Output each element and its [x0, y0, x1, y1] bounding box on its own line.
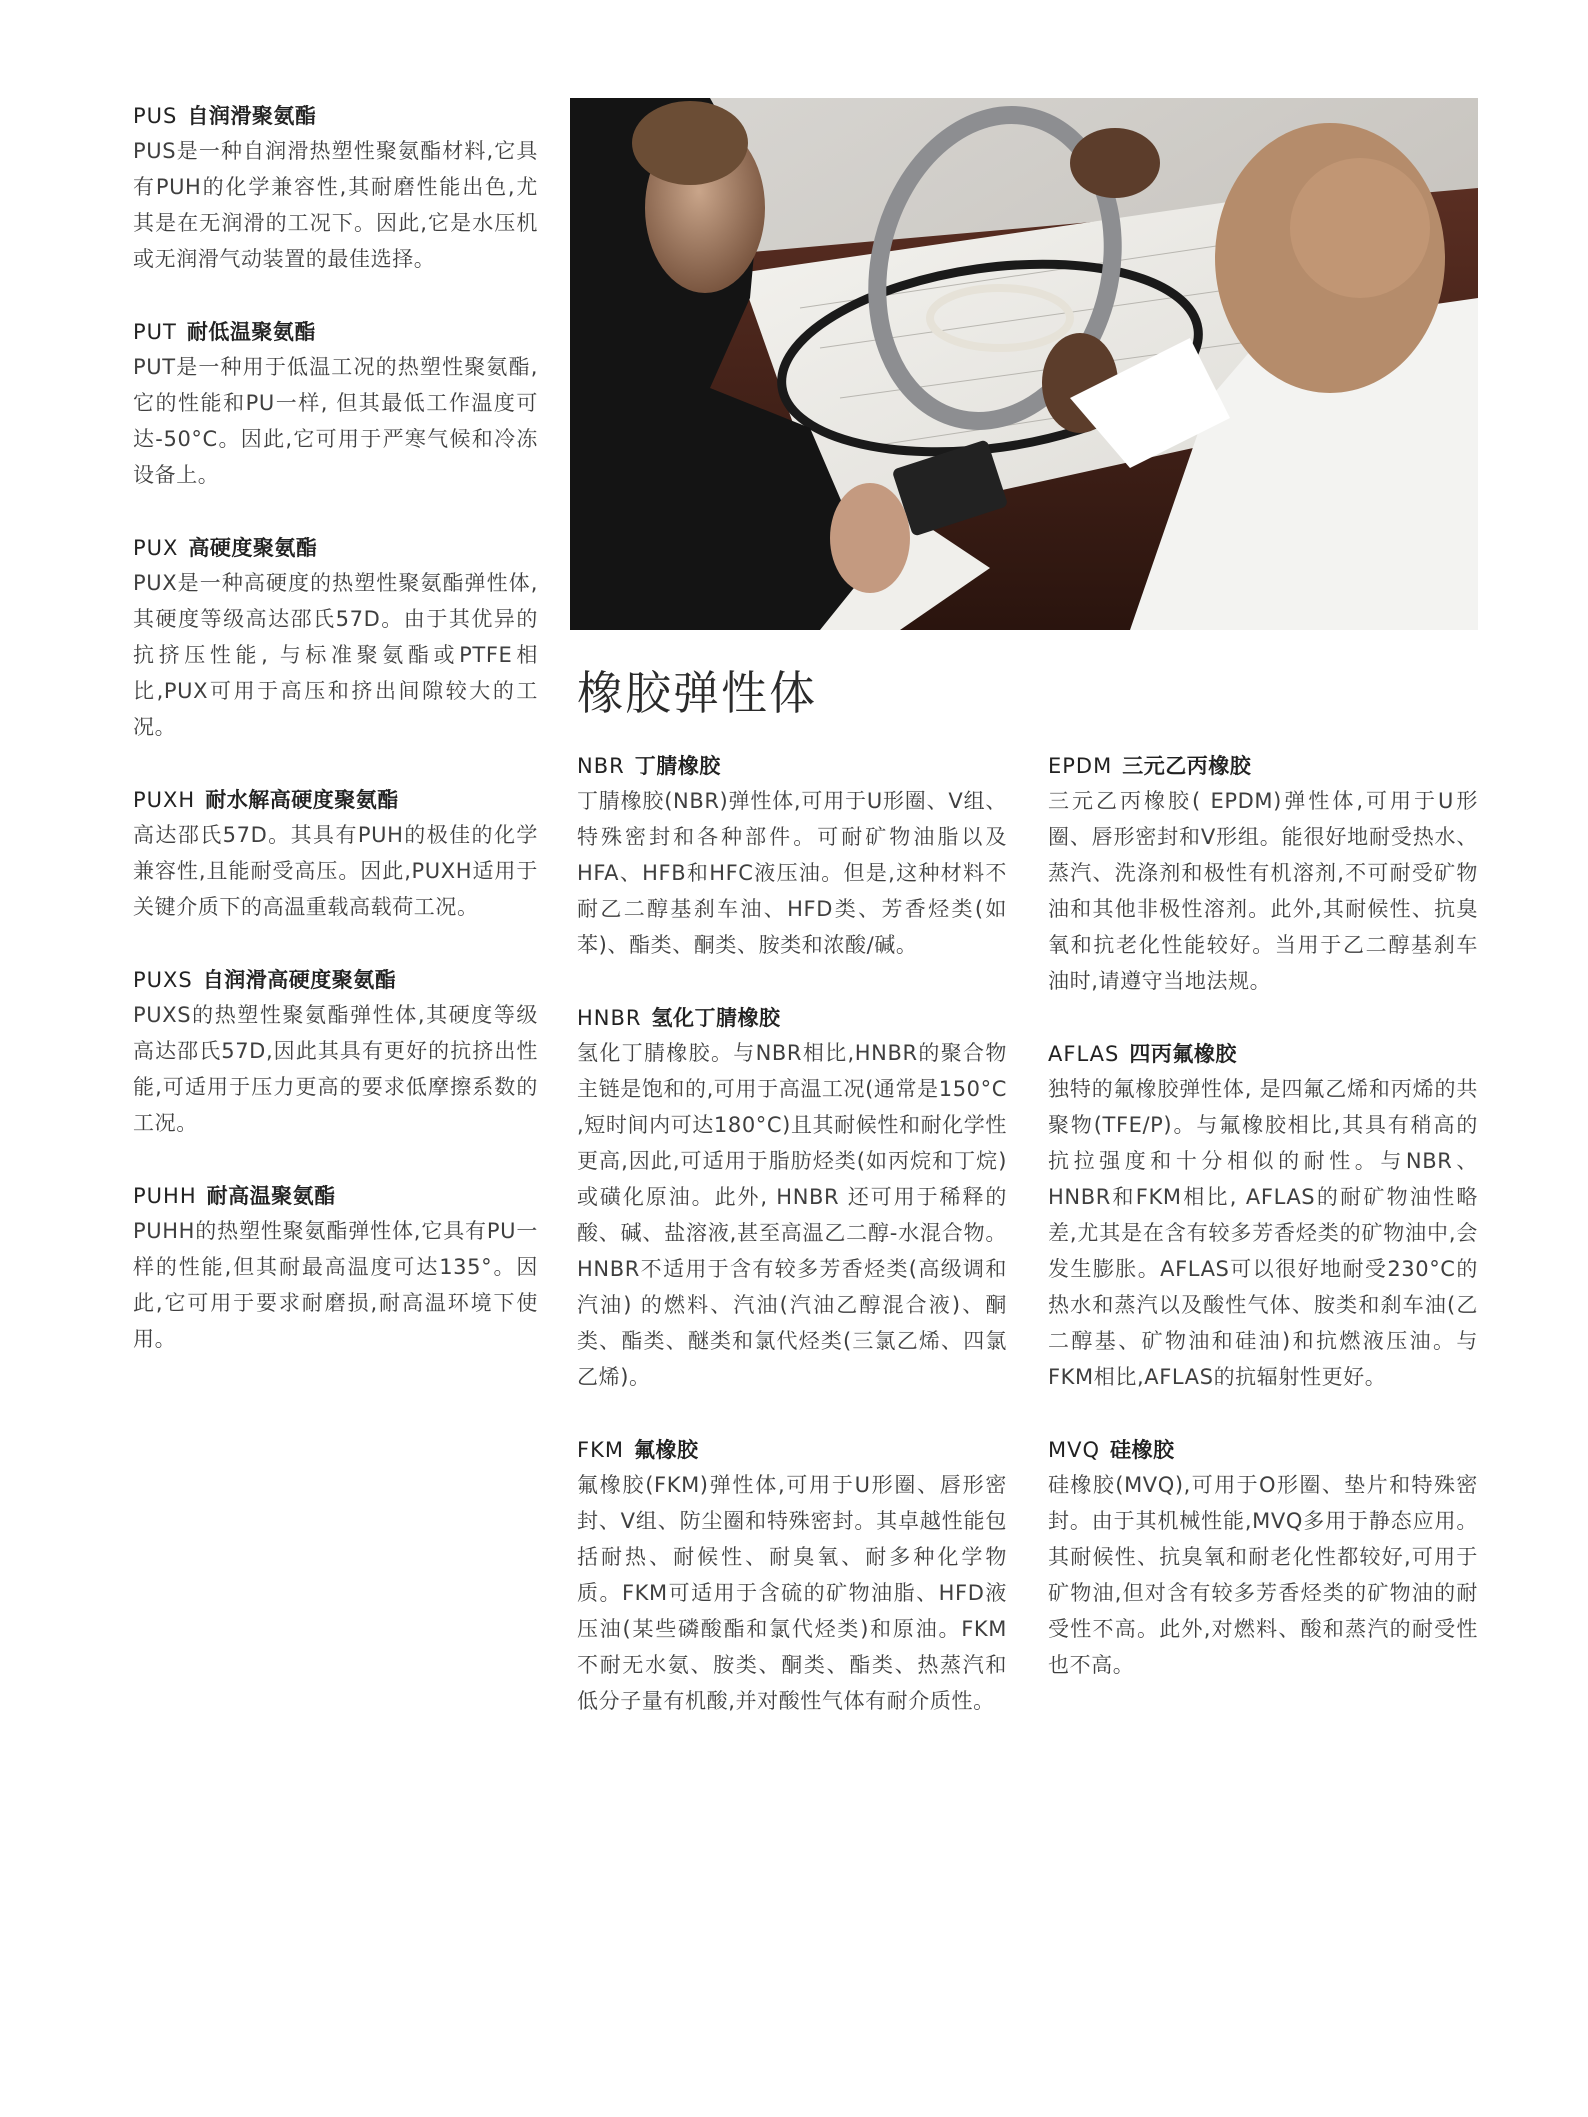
section-put: [133, 316, 538, 493]
section-code: PUXS: [133, 968, 193, 992]
section-title-text: 耐低温聚氨酯: [186, 320, 316, 344]
section-body: 硅橡胶(MVQ),可用于O形圈、垫片和特殊密封。由于其机械性能,MVQ多用于静态应用。其耐候性、抗臭氧和耐老化性都较好,可用于矿物油,但对含有较多芳香烃类的矿物油的耐受性不高。此外,对燃料、酸和蒸汽的耐受性也不高。: [1048, 1473, 1478, 1677]
section-aflas: [1048, 1038, 1478, 1395]
section-puxs: [133, 964, 538, 1141]
section-code: MVQ: [1048, 1438, 1101, 1462]
section-pus: [133, 100, 538, 277]
section-puxh: [133, 784, 538, 925]
section-title: [133, 964, 538, 997]
section-title: [133, 784, 538, 817]
section-code: PUS: [133, 104, 178, 128]
section-body: 氢化丁腈橡胶。与NBR相比,HNBR的聚合物主链是饱和的,可用于高温工况(通常是150°C ,短时间内可达180°C)且其耐候性和耐化学性更高,因此,可适用于脂肪烃类(如丙烷和丁烷) 或磺化原油。此外, HNBR 还可用于稀释的酸、碱、盐溶液,甚至高温乙二醇-水混合物。HNBR不适用于含有较多芳香烃类(高级调和汽油) 的燃料、汽油(汽油乙醇混合液)、酮类、酯类、醚类和氯代烃类(三氯乙烯、四氯乙烯)。: [577, 1041, 1007, 1389]
section-body: 高达邵氏57D。其具有PUH的极佳的化学兼容性,且能耐受高压。因此,PUXH适用于关键介质下的高温重载高载荷工况。: [133, 823, 538, 919]
section-code: PUT: [133, 320, 177, 344]
section-body: 独特的氟橡胶弹性体, 是四氟乙烯和丙烯的共聚物(TFE/P)。与氟橡胶相比,其具有稍高的抗拉强度和十分相似的耐性。与NBR、HNBR和FKM相比, AFLAS的耐矿物油性略差,尤其是在含有较多芳香烃类的矿物油中,会发生膨胀。AFLAS可以很好地耐受230°C的热水和蒸汽以及酸性气体、胺类和刹车油(乙二醇基、矿物油和硅油)和抗燃液压油。与FKM相比,AFLAS的抗辐射性更好。: [1048, 1077, 1478, 1389]
section-body: PUX是一种高硬度的热塑性聚氨酯弹性体,其硬度等级高达邵氏57D。由于其优异的抗挤压性能, 与标准聚氨酯或PTFE相比,PUX可用于高压和挤出间隙较大的工况。: [133, 571, 538, 739]
man-left-hand: [830, 483, 910, 593]
section-code: PUHH: [133, 1184, 197, 1208]
section-fkm: [577, 1434, 1007, 1719]
man-right-hand-top: [1070, 128, 1160, 198]
section-puhh: [133, 1180, 538, 1357]
head-highlight: [1290, 158, 1430, 298]
section-title-text: 氟橡胶: [633, 1438, 699, 1462]
section-body: 丁腈橡胶(NBR)弹性体,可用于U形圈、V组、特殊密封和各种部件。可耐矿物油脂以及HFA、HFB和HFC液压油。但是,这种材料不耐乙二醇基刹车油、HFD类、芳香烃类(如苯)、酯类、酮类、胺类和浓酸/碱。: [577, 789, 1007, 957]
section-code: NBR: [577, 754, 625, 778]
section-code: EPDM: [1048, 754, 1113, 778]
section-title-text: 高硬度聚氨酯: [188, 536, 318, 560]
section-title: [1048, 1038, 1478, 1071]
section-body: 氟橡胶(FKM)弹性体,可用于U形圈、唇形密封、V组、防尘圈和特殊密封。其卓越性能包括耐热、耐候性、耐臭氧、耐多种化学物质。FKM可适用于含硫的矿物油脂、HFD液压油(某些磷酸酯和氯代烃类)和原油。FKM不耐无水氨、胺类、酮类、酯类、热蒸汽和低分子量有机酸,并对酸性气体有耐介质性。: [577, 1473, 1007, 1713]
photo-illustration: [570, 98, 1478, 630]
section-title-text: 耐水解高硬度聚氨酯: [205, 788, 399, 812]
section-mvq: [1048, 1434, 1478, 1683]
section-title-text: 丁腈橡胶: [634, 754, 721, 778]
section-nbr: [577, 750, 1007, 963]
section-code: AFLAS: [1048, 1042, 1120, 1066]
section-body: PUT是一种用于低温工况的热塑性聚氨酯,它的性能和PU一样, 但其最低工作温度可达-50°C。因此,它可用于严寒气候和冷冻设备上。: [133, 355, 538, 487]
section-code: PUX: [133, 536, 179, 560]
section-code: FKM: [577, 1438, 624, 1462]
section-title: [133, 316, 538, 349]
engineers-seal-photo: [570, 98, 1478, 630]
middle-column: [577, 750, 1007, 1758]
section-epdm: [1048, 750, 1478, 999]
section-body: 三元乙丙橡胶( EPDM)弹性体,可用于U形圈、唇形密封和V形组。能很好地耐受热水、蒸汽、洗涤剂和极性有机溶剂,不可耐受矿物油和其他非极性溶剂。此外,其耐候性、抗臭氧和抗老化性能较好。当用于乙二醇基刹车油时,请遵守当地法规。: [1048, 789, 1478, 993]
section-hnbr: [577, 1002, 1007, 1395]
section-pux: [133, 532, 538, 745]
section-title: [133, 532, 538, 565]
main-heading: 橡胶弹性体: [577, 666, 817, 720]
man-left-hair: [632, 101, 748, 185]
section-title: [577, 750, 1007, 783]
section-body: PUXS的热塑性聚氨酯弹性体,其硬度等级高达邵氏57D,因此其具有更好的抗挤出性能,可适用于压力更高的要求低摩擦系数的工况。: [133, 1003, 538, 1135]
section-title: [133, 1180, 538, 1213]
section-title: [577, 1002, 1007, 1035]
section-title-text: 自润滑聚氨酯: [187, 104, 317, 128]
section-title: [577, 1434, 1007, 1467]
section-title-text: 硅橡胶: [1110, 1438, 1175, 1462]
section-code: PUXH: [133, 788, 196, 812]
right-column: [1048, 750, 1478, 1722]
section-code: HNBR: [577, 1006, 642, 1030]
section-title-text: 自润滑高硬度聚氨酯: [202, 968, 397, 992]
section-body: PUS是一种自润滑热塑性聚氨酯材料,它具有PUH的化学兼容性,其耐磨性能出色,尤其是在无润滑的工况下。因此,它是水压机或无润滑气动装置的最佳选择。: [133, 139, 538, 271]
section-title-text: 四丙氟橡胶: [1129, 1042, 1237, 1066]
section-title-text: 氢化丁腈橡胶: [651, 1006, 781, 1030]
left-column: [133, 100, 538, 1396]
section-title-text: 耐高温聚氨酯: [206, 1184, 336, 1208]
section-title: [1048, 750, 1478, 783]
section-title: [1048, 1434, 1478, 1467]
section-title: [133, 100, 538, 133]
section-title-text: 三元乙丙橡胶: [1122, 754, 1252, 778]
section-body: PUHH的热塑性聚氨酯弹性体,它具有PU一样的性能,但其耐最高温度可达135°。因此,它可用于要求耐磨损,耐高温环境下使用。: [133, 1219, 538, 1351]
